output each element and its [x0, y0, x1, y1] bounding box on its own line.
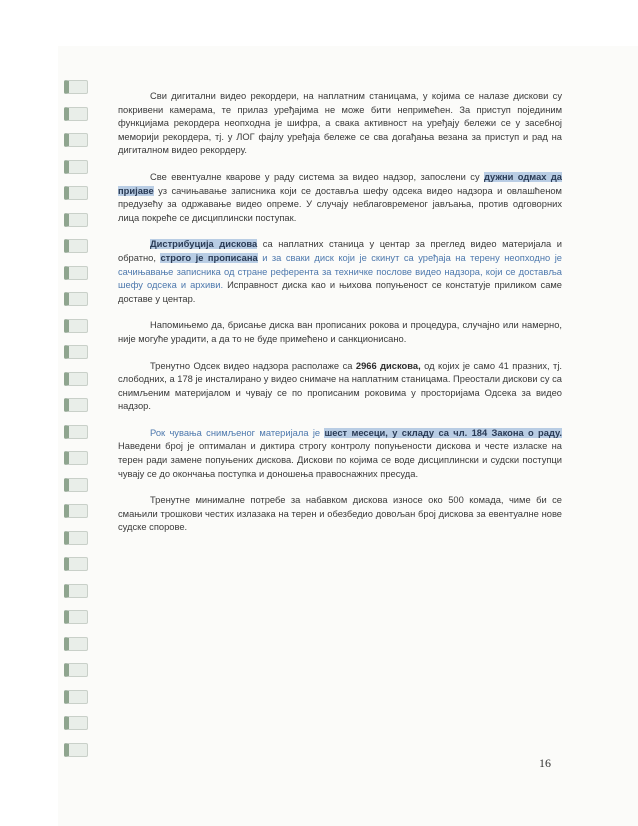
paragraph: [118, 427, 562, 481]
binding-tooth: [64, 610, 88, 624]
body-text: Све евентуалне кварове у раду система за видео надзор, запослени су: [150, 171, 485, 182]
highlighted-text: шест месеци, у складу са чл. 184 Закона о раду.: [324, 427, 562, 438]
page-text: [118, 90, 562, 548]
binding-tooth: [64, 398, 88, 412]
binding-tooth: [64, 213, 88, 227]
body-text: Напомињемо да, брисање диска ван прописаних рокова и процедура, случајно или намерно, није могуће урадити, а да то не буде примећено и санкционисано.: [118, 320, 562, 344]
binding-tooth: [64, 160, 88, 174]
highlighted-text: Дистрибуција дискова: [150, 239, 258, 250]
binding-tooth: [64, 690, 88, 704]
binding-tooth: [64, 531, 88, 545]
paragraph: [118, 494, 562, 535]
paragraph: [118, 90, 562, 158]
body-text: Тренутно Одсек видео надзора располаже са: [150, 360, 356, 371]
binding-tooth: [64, 716, 88, 730]
highlighted-text: строго је прописана: [160, 252, 258, 263]
body-text: уз сачињавање записника који се доставља шефу одсека видео надзора и овлашћеном предузећу за одржавање видео опреме. У случају неблаговременог јављања, против одговорних лица покреће се дисциплински поступак.: [118, 185, 562, 223]
blue-text: и за сваки диск који је скинут са уређаја на терену неопходно је сачињавање записника од стране референта за техничке послове видео надзора, који се доставља шефу одсека и архиви.: [118, 252, 562, 291]
binding-tooth: [64, 743, 88, 757]
binding-tooth: [64, 425, 88, 439]
binding-tooth: [64, 186, 88, 200]
binding-tooth: [64, 637, 88, 651]
paragraph: [118, 171, 562, 225]
binding-tooth: [64, 292, 88, 306]
binding-tooth: [64, 504, 88, 518]
body-text: са наплатних станица у центар за преглед видео материјала и обратно,: [118, 239, 563, 263]
binding-tooth: [64, 319, 88, 333]
paragraph: [118, 360, 562, 414]
page-number: 16: [539, 756, 551, 770]
body-text: Исправност диска као и њихова попуњеност се констатује приликом саме доставе у центар.: [118, 280, 563, 304]
binding-tooth: [64, 584, 88, 598]
comb-binding: [58, 80, 92, 780]
binding-tooth: [64, 266, 88, 280]
binding-tooth: [64, 133, 88, 147]
binding-tooth: [64, 478, 88, 492]
body-text: Наведени број је оптималан и диктира строгу контролу попуњености дискова и честе изласке на терен ради замене попуњених дискова. Дискови по којима се воде дисциплински и судски поступци чувају се до окончања поступка и доношења правоснажних пресуда.: [118, 441, 562, 479]
bold-text: 2966 дискова,: [355, 360, 421, 371]
binding-tooth: [64, 107, 88, 121]
binding-tooth: [64, 557, 88, 571]
highlighted-text: дужни одмах да пријаве: [118, 171, 562, 196]
binding-tooth: [64, 451, 88, 465]
paragraph: [118, 238, 562, 306]
binding-tooth: [64, 372, 88, 386]
binding-tooth: [64, 80, 88, 94]
body-text: Сви дигитални видео рекордери, на наплатним станицама, у којима се налазе дискови су покривени камерама, те прилаз уређајима не може бити непримећен. За приступ појединим функцијама рекордера неопходна је шифра, а свака активност на уређају бележи се у засебној меморији рекордера, тј. у ЛОГ фајлу уређаја бележе се сва догађања везана за приступ и рад на дигиталном видео рекордеру.: [118, 91, 562, 156]
binding-tooth: [64, 663, 88, 677]
binding-tooth: [64, 239, 88, 253]
body-text: Тренутне минималне потребе за набавком дискова износе око 500 комада, чиме би се смањили трошкови честих излазака на терен и обезбедио довољан број дискова за евентуалне нове судске спорове.: [118, 495, 562, 533]
blue-text: Рок чувања снимљеног материјала је: [150, 427, 325, 438]
body-text: од којих је само 41 празних, тј. слободних, а 178 је инсталирано у видео снимаче на наплатним станицама. Преостали дискови су са снимљеним материјалом и чувају се по прописаним роковима у просторијама Одсека за видео надзор.: [118, 360, 562, 412]
binding-tooth: [64, 345, 88, 359]
paragraph: [118, 319, 562, 346]
